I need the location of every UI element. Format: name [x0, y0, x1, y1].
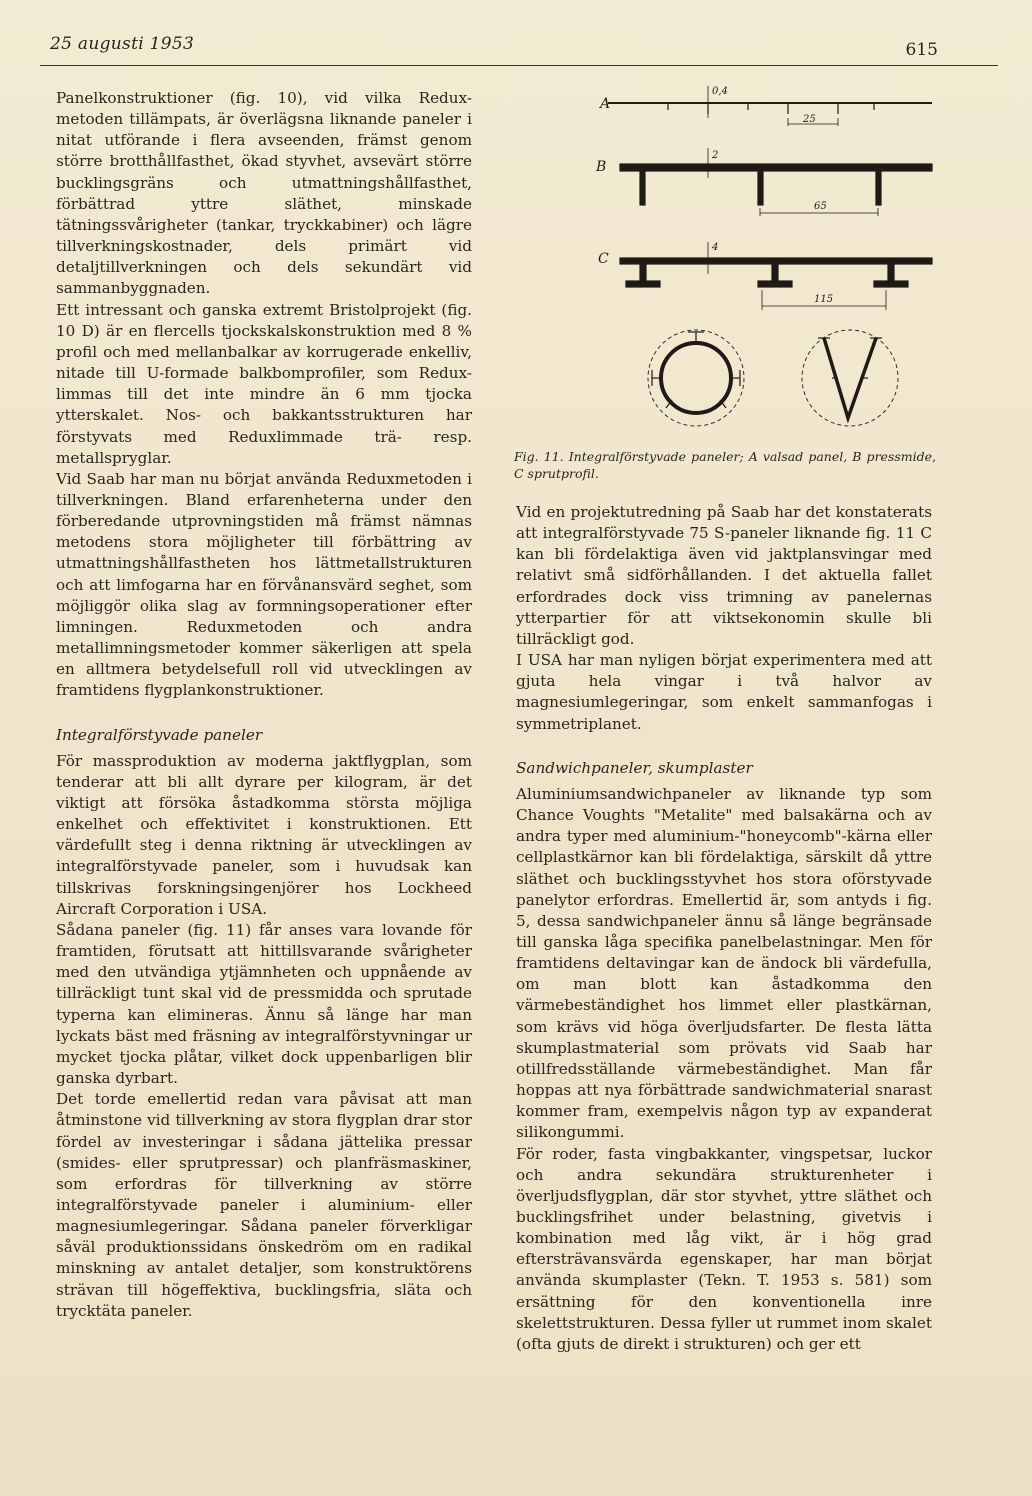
paragraph: Aluminiumsandwichpaneler av liknande typ som Chance Voughts "Metalite" med balsakärna och av andra typer med aluminium-"honeycomb"-kärna eller cellplastkärnor kan bli fördelaktiga, särskilt då yttre släthet och bucklingsstyvhet hos stora oförstyvade panelytor erfordras. Emellertid är, som antyds i fig. 5, dessa sandwichpaneler ännu så länge begränsade till ganska låga specifika panelbelastningar. Men för framtidens deltavingar kan de ändock bli värdefulla, om man blott kan åstadkomma den värmebeständighet hos limmet eller plastkärnan, som krävs vid höga överljudsfarter. De flesta lätta skumplastmaterial som prövats vid Saab har otillfredsställande värmebeständighet. Man får hoppas att nya förbättrade sandwichmaterial snarast kommer fram, exempelvis någon typ av expanderat silikongummi.: [516, 784, 932, 1142]
header-rule: [40, 65, 998, 66]
paragraph: Vid Saab har man nu börjat använda Reduxmetoden i tillverkningen. Bland erfarenheterna under den förberedande utprovningstiden må främst nämnas metodens stora möjligheter till förbättring av utmattningshållfastheten hos lättmetallstrukturen och att limfogarna har en förvånansvärd seghet, som möjliggör olika slag av formningsoperationer efter limningen. Reduxmetoden och andra metallimningsmetoder kommer säkerligen att spela en alltmera betydelsefull roll vid utvecklingen av framtidens flygplankonstruktioner.: [56, 469, 472, 700]
left-column: [56, 88, 472, 1322]
figure-caption: Fig. 11. Integralförstyvade paneler; A valsad panel, B pressmide, C sprutprofil.: [514, 449, 936, 481]
header-date: 25 augusti 1953: [50, 34, 195, 54]
page-number: 615: [905, 40, 938, 60]
dim-115: 115: [814, 294, 834, 305]
row-label-b: B: [596, 159, 607, 175]
paragraph: Ett intressant och ganska extremt Bristolprojekt (fig. 10 D) är en flercells tjockskalskonstruktion med 8 % profil och med mellanbalkar av korrugerade enkelliv, nitade till U-formade balkbomprofiler, som Redux-limmas till det inte mindre än 6 mm tjocka ytterskalet. Nos- och bakkantsstrukturen har förstyvats med Reduxlimmade trä- resp. metallspryglar.: [56, 300, 472, 467]
row-label-a: A: [600, 96, 611, 112]
row-label-c: C: [598, 251, 609, 267]
paragraph: För massproduktion av moderna jaktflygplan, som tenderar att bli allt dyrare per kilogram, är det viktigt att försöka åstadkomma största möjliga enkelhet och effektivitet i konstruktionen. Ett värdefullt steg i denna riktning är utvecklingen av integralförstyvade paneler, som i huvudsak kan tillskrivas forskningsingenjörer hos Lockheed Aircraft Corporation i USA.: [56, 751, 472, 918]
paragraph: Sådana paneler (fig. 11) får anses vara lovande för framtiden, förutsatt att hittillsvarande svårigheter med den utvändiga ytjämnheten och uppnående av tillräckligt tunt skal vid de pressmidda och sprutade typerna kan elimineras. Ännu så länge har man lyckats bäst med fräsning av integralförstyvningar ur mycket tjocka plåtar, vilket dock uppenbarligen blir ganska dyrbart.: [56, 920, 472, 1088]
dim-65: 65: [814, 201, 827, 212]
dim-0-4: 0,4: [712, 86, 728, 97]
paragraph: Panelkonstruktioner (fig. 10), vid vilka Redux-metoden tillämpats, är överlägsna liknande paneler i nitat utförande i flera avseenden, främst genom större brotthållfasthet, ökad styvhet, avsevärt större bucklingsgräns och utmattningshållfasthet, förbättrad yttre släthet, minskade tätningssvårigheter (tankar, tryckkabiner) och lägre tillverkningskostnader, dels primärt vid detaljtillverkningen och dels sekundärt vid sammanbyggnaden.: [56, 89, 472, 298]
dim-2: 2: [712, 150, 719, 161]
panel-sections-drawing: [516, 78, 940, 438]
dim-4: 4: [712, 242, 719, 253]
paragraph: Det torde emellertid redan vara påvisat att man åtminstone vid tillverkning av stora flygplan drar stor fördel av investeringar i sådana jättelika pressar (smides- eller sprutpressar) och planfräsmaskiner, som erfordras för tillverkning av större integralförstyvade paneler i aluminium- eller magnesiumlegeringar. Sådana paneler förverkligar såväl produktionssidans önskedröm om en radikal minskning av antalet detaljer, som konstruktörens strävan till högeffektiva, bucklingsfria, släta och trycktäta paneler.: [56, 1090, 472, 1320]
section-heading-sandwich: Sandwichpaneler, skumplaster: [516, 758, 753, 777]
dim-25: 25: [803, 114, 816, 125]
paragraph: För roder, fasta vingbakkanter, vingspetsar, luckor och andra sekundära strukturenheter i överljudsflygplan, där stor styvhet, yttre släthet och bucklingsfrihet under belastning, givetvis i kombination med låg vikt, är i hög grad eftersträvansvärda egenskaper, har man börjat använda skumplaster (Tekn. T. 1953 s. 581) som ersättning för den konventionella inre skelettstrukturen. Dessa fyller ut rummet inom skalet (ofta gjuts de direkt i strukturen) och ger ett: [516, 1144, 932, 1353]
right-column: [516, 502, 932, 1355]
paragraph: Vid en projektutredning på Saab har det konstaterats att integralförstyvade 75 S-paneler liknande fig. 11 C kan bli fördelaktiga även vid jaktplansvingar med relativt små sidförhållanden. I det aktuella fallet erfordrades dock viss trimning av panelernas ytterpartier för att viktsekonomin skulle bli tillräckligt god.: [516, 503, 932, 648]
figure-11: [516, 78, 940, 438]
paragraph: I USA har man nyligen börjat experimentera med att gjuta hela vingar i två halvor av magnesiumlegeringar, som enkelt sammanfogas i symmetriplanet.: [516, 651, 932, 733]
section-heading-integral: Integralförstyvade paneler: [56, 725, 263, 744]
